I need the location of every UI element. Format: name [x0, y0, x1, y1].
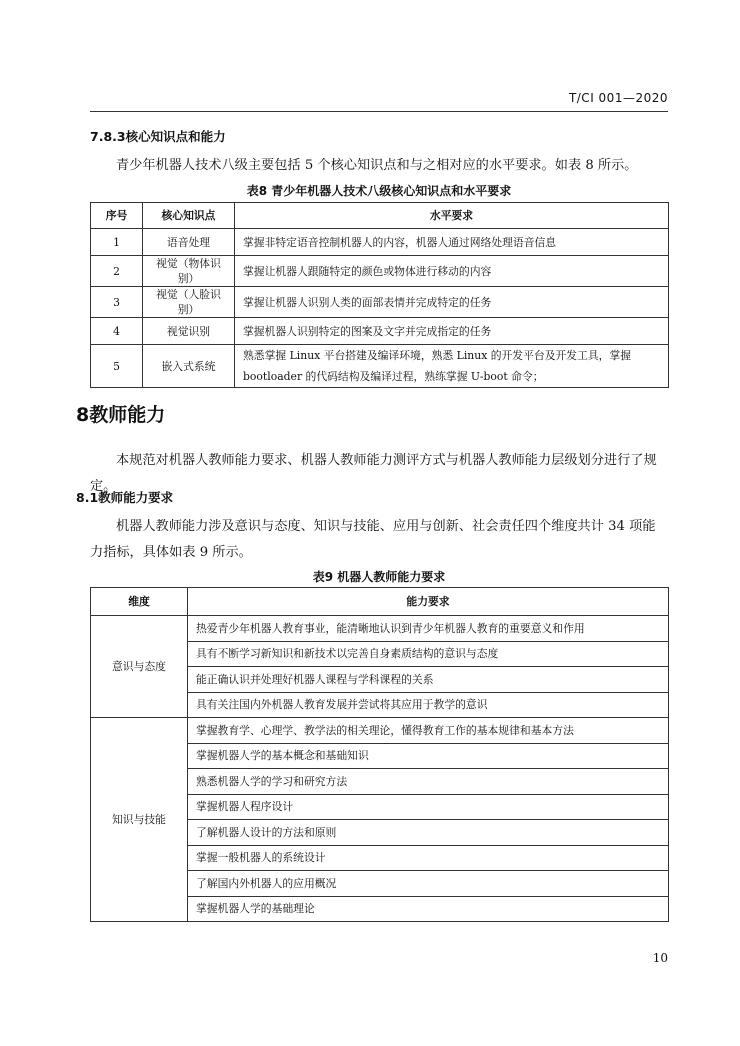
table8-cell-topic: 嵌入式系统 — [143, 345, 235, 388]
table9-requirement-cell: 掌握机器人学的基础理论 — [188, 896, 669, 922]
header-rule — [90, 111, 668, 112]
table9-header-requirement: 能力要求 — [188, 588, 669, 616]
table9 — [90, 587, 669, 922]
table8-cell-req: 掌握非特定语音控制机器人的内容，机器人通过网络处理语音信息 — [235, 229, 669, 256]
table8-cell-req: 掌握机器人识别特定的图案及文字并完成指定的任务 — [235, 318, 669, 345]
table9-requirement-cell: 掌握机器人学的基本概念和基础知识 — [188, 743, 669, 769]
section-heading-7-8-3: 7.8.3核心知识点和能力 — [90, 129, 226, 144]
table8-cell-topic: 语音处理 — [143, 229, 235, 256]
table8-header-no: 序号 — [91, 203, 143, 229]
table-row — [91, 287, 669, 318]
table8-cell-req: 掌握让机器人跟随特定的颜色或物体进行移动的内容 — [235, 256, 669, 287]
table8-cell-no: 4 — [91, 318, 143, 345]
table9-header-row — [91, 588, 669, 616]
table8-cell-topic: 视觉识别 — [143, 318, 235, 345]
table8-cell-req: 掌握让机器人识别人类的面部表情并完成特定的任务 — [235, 287, 669, 318]
table9-requirement-cell: 了解国内外机器人的应用概况 — [188, 871, 669, 897]
standard-code: T/CI 001—2020 — [568, 91, 668, 105]
table9-requirement-cell: 掌握机器人程序设计 — [188, 794, 669, 820]
table9-requirement-cell: 熟悉机器人学的学习和研究方法 — [188, 769, 669, 795]
table9-dimension-cell: 意识与态度 — [91, 616, 188, 718]
table-row — [91, 345, 669, 388]
table8-cell-topic: 视觉（人脸识别） — [143, 287, 235, 318]
table8-cell-req: 熟悉掌握 Linux 平台搭建及编译环境，熟悉 Linux 的开发平台及开发工具，掌握 bootloader 的代码结构及编译过程，熟练掌握 U-boot 命令； — [235, 345, 669, 388]
table8-cell-no: 3 — [91, 287, 143, 318]
section-heading-8-1: 8.1教师能力要求 — [76, 490, 174, 505]
table9-requirement-cell: 具有不断学习新知识和新技术以完善自身素质结构的意识与态度 — [188, 641, 669, 667]
section-7-8-3-paragraph: 青少年机器人技术八级主要包括 5 个核心知识点和与之相对应的水平要求。如表 8 所示。 — [116, 158, 638, 173]
table8-header-topic: 核心知识点 — [143, 203, 235, 229]
table9-requirement-cell: 具有关注国内外机器人教育发展并尝试将其应用于教学的意识 — [188, 692, 669, 718]
table9-header-dimension: 维度 — [91, 588, 188, 616]
table8-header-row — [91, 203, 669, 229]
table8-caption: 表8 青少年机器人技术八级核心知识点和水平要求 — [246, 184, 512, 198]
page-number: 10 — [652, 951, 668, 965]
table8-cell-no: 2 — [91, 256, 143, 287]
table8-header-req: 水平要求 — [235, 203, 669, 229]
table9-dimension-cell: 知识与技能 — [91, 718, 188, 922]
table8-cell-topic: 视觉（物体识别） — [143, 256, 235, 287]
table9-requirement-cell: 能正确认识并处理好机器人课程与学科课程的关系 — [188, 667, 669, 693]
table-row — [91, 718, 669, 744]
table9-requirement-cell: 掌握教育学、心理学、教学法的相关理论，懂得教育工作的基本规律和基本方法 — [188, 718, 669, 744]
table-row — [91, 256, 669, 287]
table8-cell-no: 5 — [91, 345, 143, 388]
table-row — [91, 229, 669, 256]
table9-requirement-cell: 掌握一般机器人的系统设计 — [188, 845, 669, 871]
section-8-1-paragraph: 机器人教师能力涉及意识与态度、知识与技能、应用与创新、社会责任四个维度共计 34 项能力指标，具体如表 9 所示。 — [90, 519, 656, 560]
table9-requirement-cell: 热爱青少年机器人教育事业，能清晰地认识到青少年机器人教育的重要意义和作用 — [188, 616, 669, 642]
table9-caption: 表9 机器人教师能力要求 — [312, 570, 446, 584]
section-8-paragraph: 本规范对机器人教师能力要求、机器人教师能力测评方式与机器人教师能力层级划分进行了规定。 — [90, 453, 657, 494]
table8 — [90, 202, 669, 388]
table-row — [91, 616, 669, 642]
table8-cell-no: 1 — [91, 229, 143, 256]
section-heading-8: 8教师能力 — [76, 404, 166, 426]
table9-requirement-cell: 了解机器人设计的方法和原则 — [188, 820, 669, 846]
table-row — [91, 318, 669, 345]
